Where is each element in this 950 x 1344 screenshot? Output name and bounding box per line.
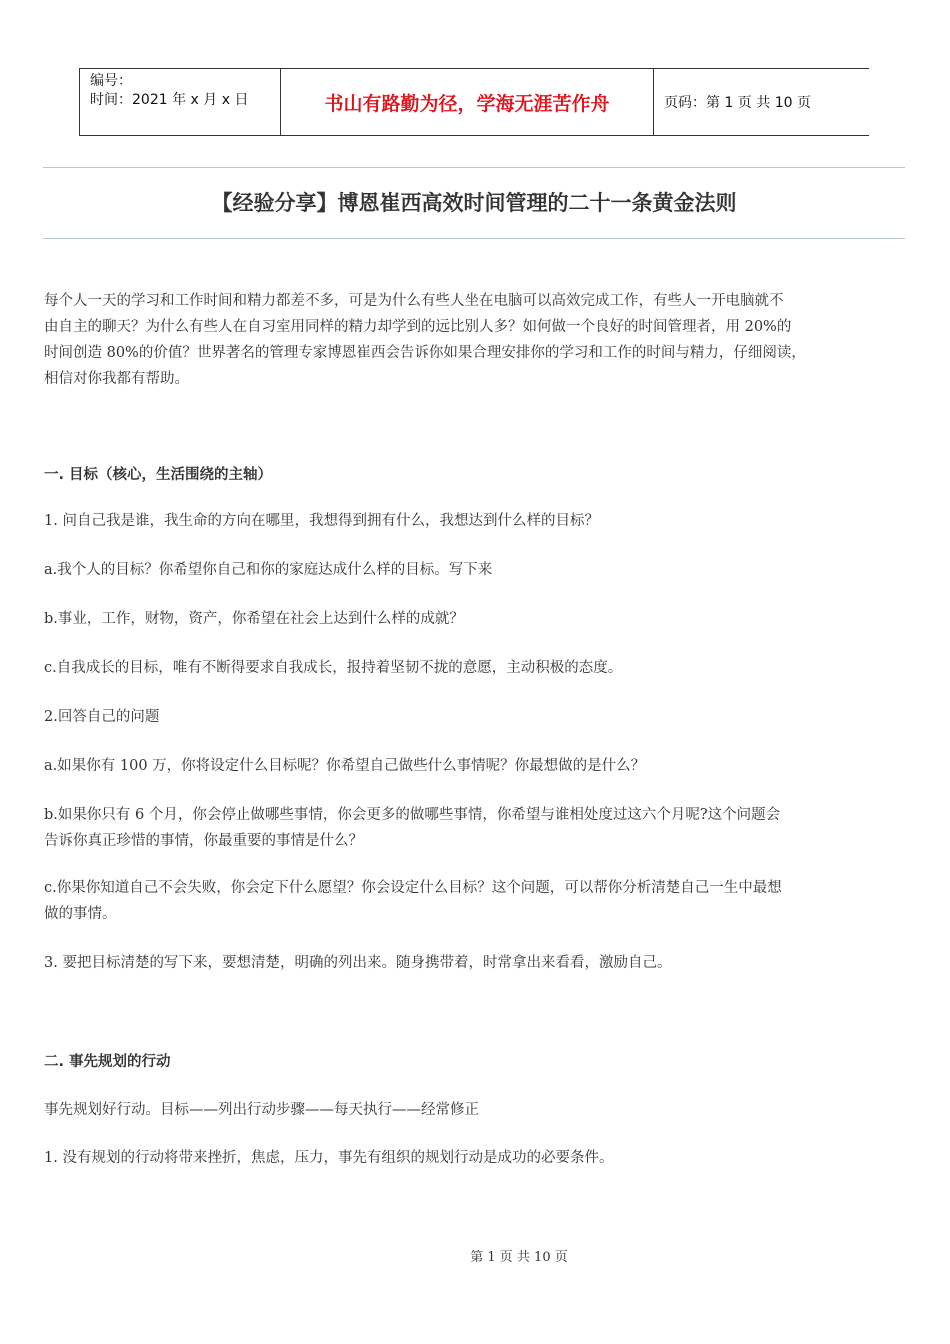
intro-line: 相信对你我都有帮助。 bbox=[44, 371, 189, 387]
header-meta-cell bbox=[79, 69, 281, 135]
q1b-text: b.事业，工作，财物，资产，你希望在社会上达到什么样的成就？ bbox=[44, 611, 464, 627]
q2c-line: 做的事情。 bbox=[44, 906, 117, 922]
q2b-paragraph bbox=[44, 802, 916, 854]
page-title: 【经验分享】博恩崔西高效时间管理的二十一条黄金法则 bbox=[211, 191, 737, 215]
q2b-line: 告诉你真正珍惜的事情，你最重要的事情是什么？ bbox=[44, 833, 363, 849]
q2b-line: b.如果你只有 6 个月，你会停止做哪些事情，你会更多的做哪些事情，你希望与谁相处度过这六个月呢?这个问题会 bbox=[44, 807, 781, 823]
header-motto-cell bbox=[281, 69, 654, 135]
section2-heading: 二. 事先规划的行动 bbox=[44, 1054, 171, 1070]
intro-line: 每个人一天的学习和工作时间和精力都差不多，可是为什么有些人坐在电脑可以高效完成工作，有些人一开电脑就不 bbox=[44, 293, 784, 309]
q1c-text: c.自我成长的目标，唯有不断得要求自我成长，报持着坚韧不拢的意愿，主动积极的态度。 bbox=[44, 660, 623, 676]
section2-line1: 事先规划好行动。目标——列出行动步骤——每天执行——经常修正 bbox=[44, 1102, 479, 1118]
intro-line: 时间创造 80%的价值？世界著名的管理专家博恩崔西会告诉你如果合理安排你的学习和工作的时间与精力，仔细阅读， bbox=[44, 345, 806, 361]
page-footer: 第 1 页 共 10 页 bbox=[470, 1250, 568, 1265]
q2c-line: c.你果你知道自己不会失败，你会定下什么愿望？你会设定什么目标？这个问题，可以帮你分析清楚自己一生中最想 bbox=[44, 880, 782, 896]
q3-text: 3. 要把目标清楚的写下来，要想清楚，明确的列出来。随身携带着，时常拿出来看看，激励自己。 bbox=[44, 955, 672, 971]
intro-paragraph bbox=[44, 288, 916, 392]
document-header-table bbox=[79, 68, 869, 136]
header-page-cell bbox=[654, 69, 869, 135]
intro-line: 由自主的聊天？为什么有些人在自习室用同样的精力却学到的远比别人多？如何做一个良好的时间管理者，用 20%的 bbox=[44, 319, 792, 335]
q1a-text: a.我个人的目标？你希望你自己和你的家庭达成什么样的目标。写下来 bbox=[44, 562, 493, 578]
q2-text: 2.回答自己的问题 bbox=[44, 709, 160, 725]
q1-text: 1. 问自己我是谁，我生命的方向在哪里，我想得到拥有什么，我想达到什么样的目标？ bbox=[44, 513, 599, 529]
q2c-paragraph bbox=[44, 875, 916, 927]
code-label: 编号： bbox=[90, 73, 132, 89]
title-bottom-rule bbox=[43, 238, 905, 239]
title-top-rule bbox=[43, 167, 905, 168]
motto-text: 书山有路勤为径，学海无涯苦作舟 bbox=[324, 92, 610, 115]
q2a-text: a.如果你有 100 万，你将设定什么目标呢？你希望自己做些什么事情呢？你最想做的是什么？ bbox=[44, 758, 646, 774]
section1-heading: 一. 目标（核心，生活围绕的主轴） bbox=[44, 467, 273, 483]
page-info: 页码：第 1 页 共 10 页 bbox=[664, 95, 811, 111]
section2-line2: 1. 没有规划的行动将带来挫折，焦虑，压力，事先有组织的规划行动是成功的必要条件。 bbox=[44, 1150, 614, 1166]
time-label: 时间：2021 年 x 月 x 日 bbox=[90, 92, 249, 108]
